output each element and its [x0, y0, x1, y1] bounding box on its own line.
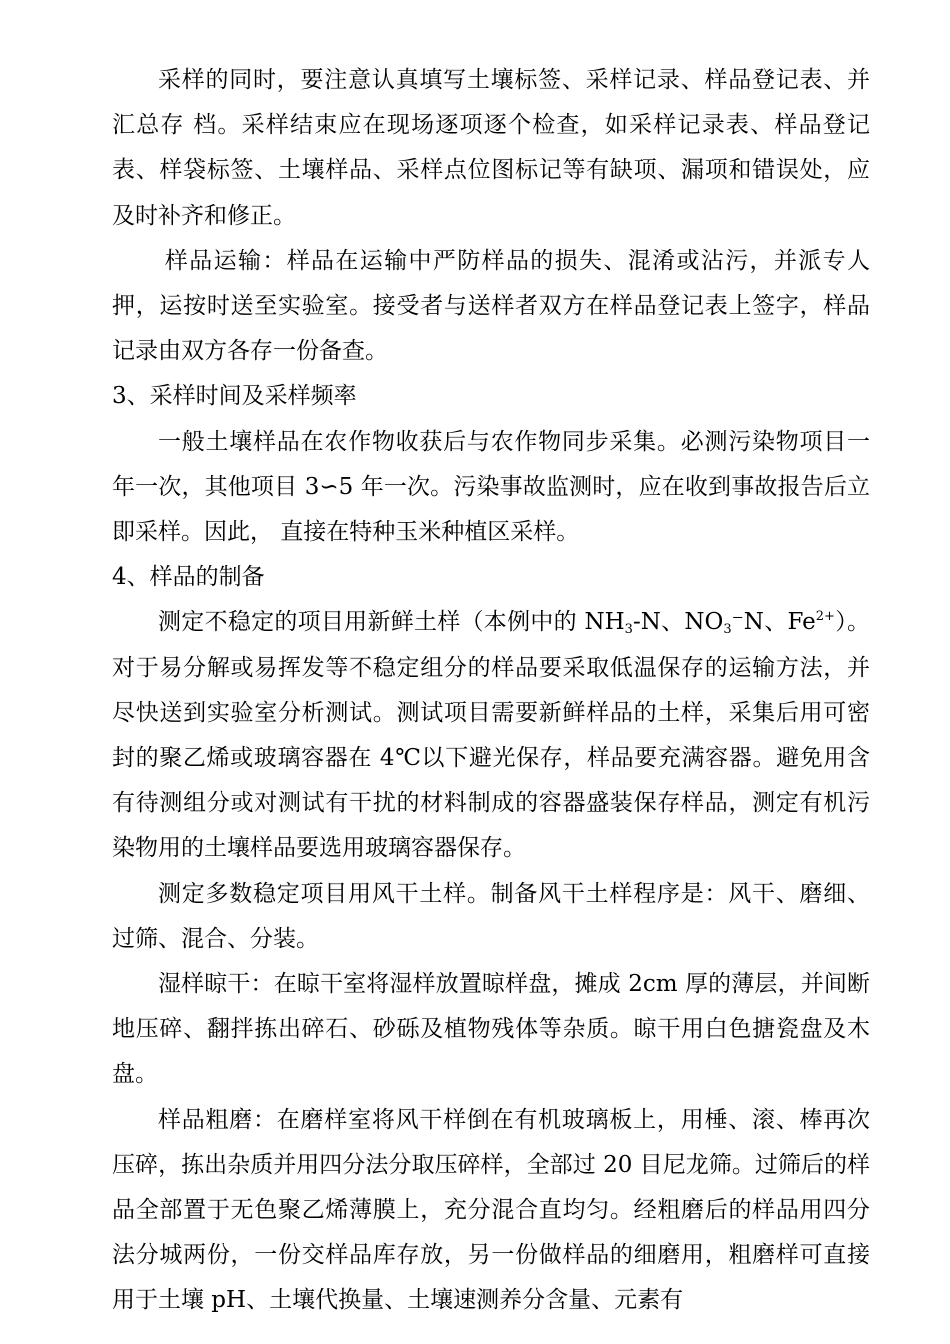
nh3-subscript: 3 [624, 622, 633, 638]
paragraph-sampling-frequency: 一般土壤样品在农作物收获后与农作物同步采集。必测污染物项目一年一次，其他项目 3∽5 年一次。污染事故监测时，应在收到事故报告后立即采样。因此， 直接在特种玉米种植区采样。 [112, 428, 870, 546]
fe-superscript: 2+ [815, 609, 835, 625]
fresh-samples-text-mid1: -N、NO [632, 609, 724, 636]
fresh-samples-text-start: 测定不稳定的项目用新鲜土样（本例中的 NH [158, 609, 625, 636]
fresh-samples-text-mid2: ⁻N、Fe [731, 609, 816, 636]
no3-subscript: 3 [723, 622, 732, 638]
fresh-samples-text-end: ）。对于易分解或易挥发等不稳定组分的样品要采取低温保存的运输方法，并尽快送到实验室分析测试。测试项目需要新鲜样品的土样，采集后用可密封的聚乙烯或玻璃容器在 4℃以下避光保存，样品要充满容器。避免用含有待测组分或对测试有干扰的材料制成的容器盛装保存样品，测定有机污染物用的土壤样品要选用玻璃容器保存。 [112, 609, 870, 862]
paragraph-fresh-samples [112, 600, 870, 871]
paragraph-air-dried-samples: 测定多数稳定项目用风干土样。制备风干土样程序是：风干、磨细、过筛、混合、分装。 [112, 880, 870, 952]
paragraph-wet-sample-drying: 湿样晾干：在晾干室将湿样放置晾样盘，摊成 2cm 厚的薄层，并间断地压碎、翻拌拣出碎石、砂砾及植物残体等杂质。晾干用白色搪瓷盘及木盘。 [112, 971, 870, 1088]
paragraph-sampling-records: 采样的同时，要注意认真填写土壤标签、采样记录、样品登记表、并汇总存 档。采样结束应在现场逐项逐个检查，如采样记录表、样品登记表、样袋标签、土壤样品、采样点位图标记等有缺项、漏项和错误处，应及时补齐和修正。 [112, 67, 870, 229]
section-heading-sampling-time: 3、采样时间及采样频率 [112, 383, 357, 410]
section-heading-sample-preparation: 4、样品的制备 [112, 564, 265, 591]
paragraph-sample-transport: 样品运输：样品在运输中严防样品的损失、混淆或沾污，并派专人押，运按时送至实验室。接受者与送样者双方在样品登记表上签字，样品记录由双方各存一份备查。 [112, 247, 870, 365]
document-body [112, 58, 870, 1324]
paragraph-coarse-grinding: 样品粗磨：在磨样室将风干样倒在有机玻璃板上，用棰、滚、棒再次压碎，拣出杂质并用四分法分取压碎样，全部过 20 目尼龙筛。过筛后的样品全部置于无色聚乙烯薄膜上，充分混合直均匀。经粗磨后的样品用四分法分城两份，一份交样品库存放，另一份做样品的细磨用，粗磨样可直接用于土壤 pH、土壤代换量、土壤速测养分含量、元素有 [112, 1106, 870, 1314]
